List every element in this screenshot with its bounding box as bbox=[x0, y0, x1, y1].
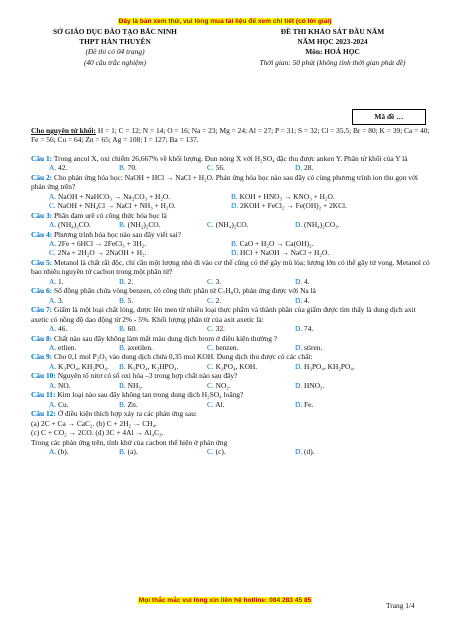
question-stem bbox=[31, 352, 431, 361]
option-letter: D. bbox=[295, 324, 303, 334]
option-text: H₃PO₄, KH₂PO₄. bbox=[302, 361, 355, 371]
option-letter: D. bbox=[295, 163, 303, 173]
answer-option bbox=[31, 400, 119, 409]
question-stem bbox=[31, 286, 431, 295]
answer-option bbox=[207, 277, 295, 286]
option-text: HNO₃. bbox=[302, 380, 325, 390]
question-label: Câu 2: bbox=[31, 172, 53, 182]
option-letter: D. bbox=[295, 380, 303, 390]
answer-option bbox=[31, 192, 231, 201]
option-letter: D. bbox=[295, 295, 303, 305]
question-label: Câu 3: bbox=[31, 210, 53, 220]
options-row bbox=[31, 400, 431, 409]
question-stem bbox=[31, 258, 431, 277]
answer-option bbox=[31, 296, 119, 305]
department-name: SỞ GIÁO DỤC ĐÀO TẠO BẮC NINH bbox=[53, 27, 177, 36]
page-number: Trang 1/4 bbox=[386, 601, 415, 610]
option-letter: B. bbox=[231, 191, 238, 201]
option-text: K₃PO₄, K₂HPO₄. bbox=[125, 361, 179, 371]
option-text: (NH₄)₂CO. bbox=[56, 220, 91, 230]
option-text: stiren. bbox=[302, 342, 323, 352]
option-text: 28. bbox=[302, 163, 314, 173]
options-row bbox=[31, 381, 431, 390]
question-label: Câu 8: bbox=[31, 333, 53, 343]
option-text: NaOH + NaHCO₃ → Na₂CO₃ + H₂O. bbox=[56, 191, 171, 201]
answer-option bbox=[295, 400, 383, 409]
options-row bbox=[31, 248, 431, 257]
question-text: Nguyên tố nitơ có số oxi hóa –3 trong hợp chất nào sau đây? bbox=[57, 371, 238, 381]
option-letter: D. bbox=[295, 399, 303, 409]
question-stem bbox=[31, 305, 431, 324]
answer-option bbox=[207, 362, 295, 371]
option-text: (c). bbox=[213, 446, 226, 456]
question-stem bbox=[31, 230, 431, 239]
options-row bbox=[31, 447, 431, 456]
answer-option bbox=[31, 447, 119, 456]
option-letter: A. bbox=[49, 361, 57, 371]
option-letter: B. bbox=[119, 220, 126, 230]
option-text: 42. bbox=[56, 163, 68, 173]
question-label: Câu 5: bbox=[31, 257, 53, 267]
answer-option bbox=[295, 277, 383, 286]
option-text: 3. bbox=[213, 276, 222, 286]
options-row bbox=[31, 324, 431, 333]
option-text: etlien. bbox=[56, 342, 77, 352]
answer-option bbox=[207, 343, 295, 352]
option-letter: A. bbox=[49, 238, 57, 248]
option-letter: C. bbox=[207, 342, 214, 352]
question-stem bbox=[31, 409, 431, 418]
option-text: 1. bbox=[56, 276, 64, 286]
answer-option bbox=[119, 220, 207, 229]
option-text: Fe. bbox=[302, 399, 314, 409]
option-text: 2. bbox=[125, 276, 134, 286]
option-letter: C. bbox=[207, 446, 214, 456]
options-row bbox=[31, 362, 431, 371]
option-letter: C. bbox=[207, 361, 214, 371]
option-text: 5. bbox=[125, 295, 134, 305]
question-stem bbox=[31, 154, 431, 163]
answer-option bbox=[207, 447, 295, 456]
option-text: 46. bbox=[56, 324, 68, 334]
question-extra-line: Trong các phản ứng trên, tính khử của cacbon thể hiện ở phản ứng bbox=[31, 437, 228, 447]
page-count-note: (Đề thi có 04 trang) bbox=[85, 47, 145, 57]
answer-option bbox=[231, 248, 431, 257]
option-letter: D. bbox=[231, 201, 239, 211]
question-text: Phân đạm urê có công thức hóa học là bbox=[54, 210, 167, 220]
option-text: 4. bbox=[302, 295, 310, 305]
option-letter: D. bbox=[295, 220, 303, 230]
answer-option bbox=[207, 296, 295, 305]
question-count-note: (40 câu trắc nghiệm) bbox=[83, 57, 147, 67]
question-text: Cho 0,1 mol P₂O₅ vào dung dịch chứa 0,35 mol KOH. Dung dịch thu được có các chất: bbox=[54, 352, 313, 362]
question-stem bbox=[31, 173, 431, 192]
option-letter: C. bbox=[207, 399, 214, 409]
options-row bbox=[31, 201, 431, 210]
question-text: Kim loại nào sau đây không tan trong dung dịch H₂SO₄ loãng? bbox=[57, 390, 244, 400]
option-letter: A. bbox=[49, 191, 57, 201]
option-letter: A. bbox=[49, 446, 57, 456]
exam-header bbox=[230, 27, 435, 68]
option-letter: B. bbox=[119, 163, 126, 173]
option-letter: C. bbox=[207, 324, 214, 334]
atomic-masses bbox=[31, 126, 431, 145]
question-text: Metanol là chất rất độc, chỉ cần một lượng nhỏ đi vào cơ thể cũng có thể gây mù lòa; lượng lớn có thể gây tử vong. Metanol có bao nhiêu nguyên tử cacbon trong một phân tử? bbox=[31, 257, 430, 277]
option-letter: B. bbox=[119, 342, 126, 352]
answer-option bbox=[119, 447, 207, 456]
question-label: Câu 11: bbox=[31, 390, 56, 400]
option-text: 2Na + 2H₂O → 2NaOH + H₂. bbox=[55, 248, 147, 258]
option-text: (NH₄)₂CO₃. bbox=[302, 220, 340, 230]
option-letter: B. bbox=[119, 399, 126, 409]
answer-option bbox=[207, 400, 295, 409]
hotline-footer bbox=[0, 589, 450, 607]
answer-option bbox=[295, 343, 383, 352]
answer-option bbox=[295, 296, 383, 305]
answer-option bbox=[31, 277, 119, 286]
question-text: Chất nào sau đây không làm mất màu dung dịch brom ở điều kiện thường ? bbox=[54, 333, 278, 343]
option-text: (b). bbox=[56, 446, 69, 456]
answer-option bbox=[231, 201, 431, 210]
option-letter: B. bbox=[119, 380, 126, 390]
option-letter: C. bbox=[207, 380, 214, 390]
option-letter: D. bbox=[295, 361, 303, 371]
answer-option bbox=[31, 220, 119, 229]
answer-option bbox=[119, 381, 207, 390]
option-letter: A. bbox=[49, 295, 57, 305]
question-stem bbox=[31, 371, 431, 380]
option-letter: A. bbox=[49, 342, 57, 352]
options-row bbox=[31, 296, 431, 305]
option-text: 32. bbox=[213, 324, 225, 334]
option-text: 2Fe + 6HCl → 2FeCl₃ + 3H₂. bbox=[56, 238, 147, 248]
answer-option bbox=[31, 239, 231, 248]
exam-title: ĐỀ THI KHẢO SÁT ĐẦU NĂM bbox=[280, 27, 385, 36]
school-header bbox=[20, 27, 210, 68]
question-label: Câu 6: bbox=[31, 286, 53, 296]
option-letter: D. bbox=[295, 342, 303, 352]
option-letter: A. bbox=[49, 399, 57, 409]
option-text: (NH₂)₂CO. bbox=[125, 220, 161, 230]
option-letter: C. bbox=[49, 201, 56, 211]
answer-option bbox=[31, 201, 231, 210]
options-row bbox=[31, 220, 431, 229]
question-text: Phương trình hóa học nào sau đây viết sai? bbox=[54, 229, 181, 239]
option-text: (d). bbox=[302, 446, 315, 456]
option-text: Al. bbox=[213, 399, 225, 409]
answer-option bbox=[207, 220, 295, 229]
option-letter: A. bbox=[49, 163, 57, 173]
options-row bbox=[31, 192, 431, 201]
option-letter: A. bbox=[49, 276, 57, 286]
option-letter: B. bbox=[119, 276, 126, 286]
answer-option bbox=[231, 192, 431, 201]
answer-option bbox=[119, 163, 207, 172]
answer-option bbox=[31, 343, 119, 352]
option-letter: C. bbox=[49, 248, 56, 258]
exam-code-box: Mã đề … bbox=[352, 109, 426, 125]
answer-option bbox=[295, 381, 383, 390]
option-letter: B. bbox=[231, 238, 238, 248]
option-text: NO. bbox=[56, 380, 71, 390]
option-text: 2. bbox=[213, 295, 222, 305]
option-text: K₃PO₄, KH₂PO₄. bbox=[56, 361, 109, 371]
answer-option bbox=[295, 447, 383, 456]
option-letter: B. bbox=[119, 361, 126, 371]
option-letter: C. bbox=[207, 163, 214, 173]
answer-option bbox=[207, 163, 295, 172]
option-text: K₃PO₄, KOH. bbox=[213, 361, 258, 371]
answer-option bbox=[295, 220, 383, 229]
options-row bbox=[31, 163, 431, 172]
option-text: NaOH + NH₄Cl → NaCl + NH₃ + H₂O. bbox=[55, 201, 176, 211]
option-text: axetilen. bbox=[125, 342, 153, 352]
answer-option bbox=[31, 248, 231, 257]
answer-option bbox=[119, 362, 207, 371]
question-label: Câu 4: bbox=[31, 229, 53, 239]
answer-option bbox=[207, 381, 295, 390]
option-text: 2KOH + FeCl₂ → Fe(OH)₂ + 2KCl. bbox=[238, 201, 347, 211]
answer-option bbox=[295, 324, 383, 333]
school-name: THPT HÀN THUYÊN bbox=[79, 37, 151, 47]
option-text: (NH₄)₂CO. bbox=[213, 220, 249, 230]
answer-option bbox=[31, 163, 119, 172]
options-row bbox=[31, 343, 431, 352]
option-text: 4. bbox=[302, 276, 310, 286]
answer-option bbox=[119, 324, 207, 333]
option-letter: D. bbox=[295, 276, 303, 286]
option-letter: C. bbox=[207, 220, 214, 230]
atomic-masses-text: H = 1; C = 12; N = 14; O = 16; Na = 23; Mg = 24; Al = 27; P = 31; S = 32; Cl = 35,5; Br = 80; K = 39; Ca = 40; Fe = 56; Cu = 64; Zn = 65; Ag = 108; I = 127; Ba = 137. bbox=[31, 126, 430, 145]
option-text: NH₃. bbox=[125, 380, 143, 390]
answer-option bbox=[231, 239, 431, 248]
preview-banner-text: Đây là bản xem thử, vui lòng mua tài liệu để xem chi tiết (có lời giải) bbox=[118, 18, 332, 25]
answer-option bbox=[31, 362, 119, 371]
question-stem bbox=[31, 334, 431, 343]
question-extra-line: (c) C + CO₂ → 2CO. (d) 3C + 4Al → Al₄C₃. bbox=[31, 428, 164, 438]
answer-option bbox=[119, 277, 207, 286]
option-text: NO₂. bbox=[213, 380, 231, 390]
time-limit: Thời gian: 50 phút (không tính thời gian phát đề) bbox=[259, 57, 406, 67]
option-text: 60. bbox=[125, 324, 137, 334]
question-text: Giấm là một loại chất lỏng, được lên men từ nhiều loại thực phẩm và thành phần của giấm được tìm thấy là dung dịch axit axetic có nồng độ dao động từ 2% - 5%. Khối lượng phân tử của axit axetic là: bbox=[31, 305, 416, 324]
question-label: Câu 12: bbox=[31, 409, 56, 419]
question-text: Ở điều kiện thích hợp xảy ra các phản ứng sau: bbox=[57, 409, 197, 419]
option-letter: C. bbox=[207, 295, 214, 305]
option-letter: C. bbox=[207, 276, 214, 286]
answer-option bbox=[119, 343, 207, 352]
answer-option bbox=[295, 163, 383, 172]
option-letter: A. bbox=[49, 380, 57, 390]
option-text: 3. bbox=[56, 295, 64, 305]
answer-option bbox=[31, 381, 119, 390]
hotline-text: Mọi thắc mắc vui lòng xin liên hệ hotline: 084 283 45 85 bbox=[138, 597, 312, 604]
option-text: 56. bbox=[213, 163, 225, 173]
answer-option bbox=[295, 362, 383, 371]
question-label: Câu 1: bbox=[31, 153, 53, 163]
subject: Môn: HOÁ HỌC bbox=[305, 47, 360, 57]
option-text: KOH + HNO₃ → KNO₃ + H₂O. bbox=[237, 191, 335, 201]
option-text: (a). bbox=[125, 446, 138, 456]
option-letter: D. bbox=[231, 248, 239, 258]
option-letter: B. bbox=[119, 324, 126, 334]
school-year: NĂM HỌC 2023-2024 bbox=[297, 37, 368, 47]
options-row bbox=[31, 239, 431, 248]
question-stem bbox=[31, 390, 431, 399]
option-text: HCl + NaOH → NaCl + H₂O. bbox=[238, 248, 330, 258]
exam-content bbox=[31, 126, 431, 456]
answer-option bbox=[119, 400, 207, 409]
option-text: Cu. bbox=[56, 399, 69, 409]
option-text: benzen. bbox=[213, 342, 239, 352]
preview-banner bbox=[0, 10, 450, 28]
option-letter: D. bbox=[295, 446, 303, 456]
question-text: Trong ancol X, oxi chiếm 26,667% về khối lượng. Đun nóng X với H₂SO₄ đặc thu được anken Y. Phân tử khối của Y là bbox=[53, 153, 408, 163]
question-label: Câu 10: bbox=[31, 371, 56, 381]
option-letter: A. bbox=[49, 324, 57, 334]
option-letter: B. bbox=[119, 446, 126, 456]
question-text: Số đồng phân chứa vòng benzen, có công thức phân tử C₇H₈O, phản ứng được với Na là bbox=[54, 286, 316, 296]
question-label: Câu 9: bbox=[31, 352, 53, 362]
answer-option bbox=[207, 324, 295, 333]
question-stem bbox=[31, 211, 431, 220]
atomic-masses-label: Cho nguyên tử khối: bbox=[31, 126, 97, 135]
option-text: 74. bbox=[302, 324, 314, 334]
option-letter: A. bbox=[49, 220, 57, 230]
option-letter: B. bbox=[119, 295, 126, 305]
answer-option bbox=[31, 324, 119, 333]
question-text: Cho phản ứng hóa học: NaOH + HCl → NaCl + H₂O. Phản ứng hóa học nào sau đây có cùng phương trình ion thu gọn với phản ứng trên? bbox=[31, 172, 418, 192]
option-text: Zn. bbox=[125, 399, 138, 409]
option-text: 70. bbox=[125, 163, 137, 173]
options-row bbox=[31, 277, 431, 286]
option-text: CaO + H₂O → Ca(OH)₂. bbox=[237, 238, 314, 248]
question-extra-line: (a) 2C + Ca → CaC₂. (b) C + 2H₂ → CH₄. bbox=[31, 418, 157, 428]
answer-option bbox=[119, 296, 207, 305]
question-label: Câu 7: bbox=[31, 305, 53, 315]
